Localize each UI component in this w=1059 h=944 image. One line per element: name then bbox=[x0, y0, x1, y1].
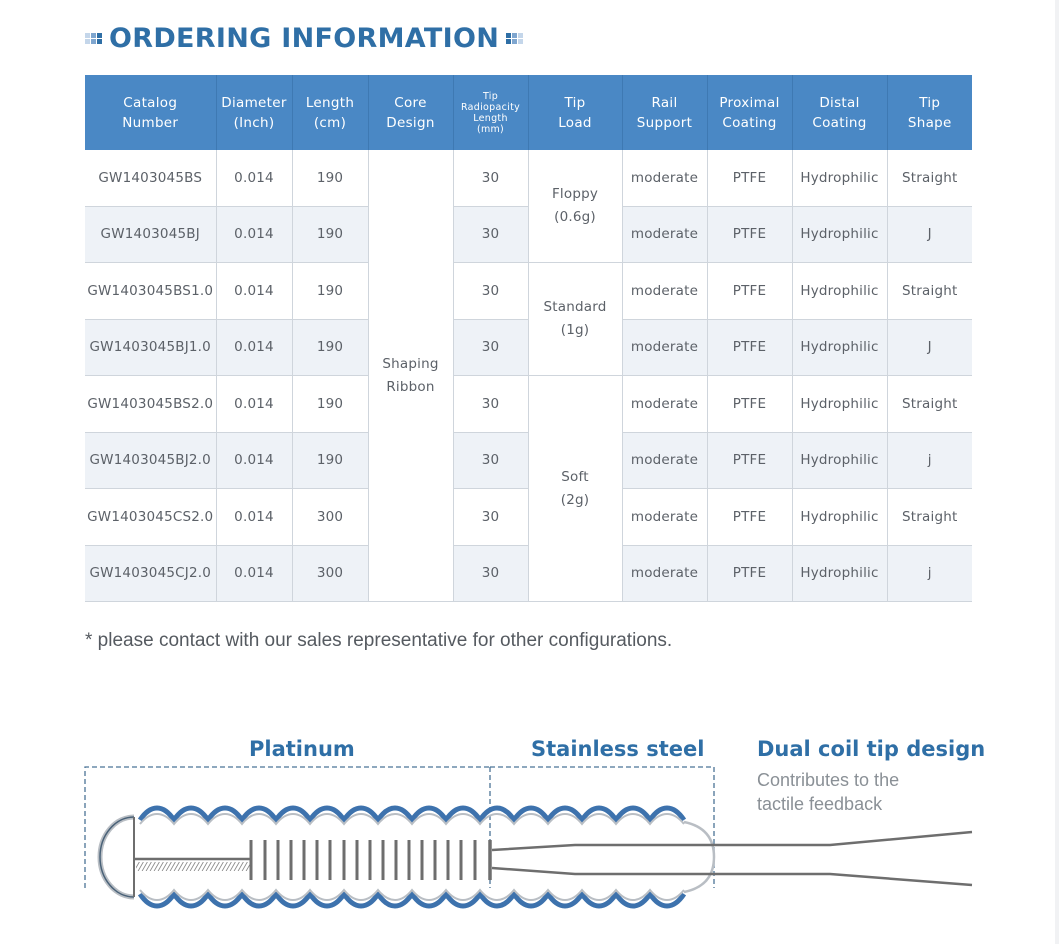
cell-proximal-coating: PTFE bbox=[707, 263, 792, 320]
cell-diameter: 0.014 bbox=[216, 376, 292, 433]
cell-radiopacity: 30 bbox=[453, 489, 528, 546]
cell-tip-shape: Straight bbox=[887, 376, 972, 433]
col-header-distal-coating: Distal Coating bbox=[792, 75, 887, 150]
cell-catalog: GW1403045BJ bbox=[85, 206, 216, 263]
cell-proximal-coating: PTFE bbox=[707, 432, 792, 489]
cell-distal-coating: Hydrophilic bbox=[792, 319, 887, 376]
cell-tip-shape: Straight bbox=[887, 150, 972, 206]
cell-tip-load: Standard (1g) bbox=[528, 263, 622, 376]
cell-distal-coating: Hydrophilic bbox=[792, 489, 887, 546]
page-title: ORDERING INFORMATION bbox=[109, 22, 500, 54]
feature-title: Dual coil tip design bbox=[757, 737, 986, 761]
footnote: * please contact with our sales representative for other configurations. bbox=[85, 630, 673, 651]
cell-catalog: GW1403045BS bbox=[85, 150, 216, 206]
cell-proximal-coating: PTFE bbox=[707, 545, 792, 602]
cell-radiopacity: 30 bbox=[453, 319, 528, 376]
col-header-catalog: Catalog Number bbox=[85, 75, 216, 150]
cell-catalog: GW1403045CJ2.0 bbox=[85, 545, 216, 602]
cell-tip-load: Soft (2g) bbox=[528, 376, 622, 602]
cell-distal-coating: Hydrophilic bbox=[792, 376, 887, 433]
cell-radiopacity: 30 bbox=[453, 206, 528, 263]
cell-radiopacity: 30 bbox=[453, 545, 528, 602]
cell-radiopacity: 30 bbox=[453, 432, 528, 489]
cell-rail-support: moderate bbox=[622, 376, 707, 433]
cell-rail-support: moderate bbox=[622, 545, 707, 602]
feature-description: Contributes to the tactile feedback bbox=[757, 770, 900, 814]
col-header-tip-shape: Tip Shape bbox=[887, 75, 972, 150]
cell-tip-shape: j bbox=[887, 545, 972, 602]
cell-radiopacity: 30 bbox=[453, 150, 528, 206]
col-header-tip-load: Tip Load bbox=[528, 75, 622, 150]
cell-diameter: 0.014 bbox=[216, 319, 292, 376]
cell-length: 300 bbox=[292, 545, 368, 602]
cell-rail-support: moderate bbox=[622, 432, 707, 489]
cell-proximal-coating: PTFE bbox=[707, 489, 792, 546]
cell-proximal-coating: PTFE bbox=[707, 206, 792, 263]
cell-core-design: Shaping Ribbon bbox=[368, 150, 453, 602]
col-header-rail-support: Rail Support bbox=[622, 75, 707, 150]
cell-tip-load: Floppy (0.6g) bbox=[528, 150, 622, 263]
cell-radiopacity: 30 bbox=[453, 376, 528, 433]
col-header-diameter: Diameter (Inch) bbox=[216, 75, 292, 150]
cell-rail-support: moderate bbox=[622, 319, 707, 376]
cell-rail-support: moderate bbox=[622, 489, 707, 546]
cell-length: 300 bbox=[292, 489, 368, 546]
platinum-label: Platinum bbox=[249, 737, 355, 761]
cell-catalog: GW1403045BJ2.0 bbox=[85, 432, 216, 489]
stainless-steel-label: Stainless steel bbox=[531, 737, 705, 761]
cell-tip-shape: Straight bbox=[887, 489, 972, 546]
cell-tip-shape: J bbox=[887, 319, 972, 376]
cell-distal-coating: Hydrophilic bbox=[792, 150, 887, 206]
cell-catalog: GW1403045BS2.0 bbox=[85, 376, 216, 433]
cell-diameter: 0.014 bbox=[216, 432, 292, 489]
cell-tip-shape: J bbox=[887, 206, 972, 263]
cell-diameter: 0.014 bbox=[216, 489, 292, 546]
cell-diameter: 0.014 bbox=[216, 206, 292, 263]
cell-tip-shape: j bbox=[887, 432, 972, 489]
cell-proximal-coating: PTFE bbox=[707, 150, 792, 206]
cell-radiopacity: 30 bbox=[453, 263, 528, 320]
cell-catalog: GW1403045CS2.0 bbox=[85, 489, 216, 546]
cell-length: 190 bbox=[292, 319, 368, 376]
cell-proximal-coating: PTFE bbox=[707, 376, 792, 433]
cell-length: 190 bbox=[292, 432, 368, 489]
cell-length: 190 bbox=[292, 150, 368, 206]
cell-catalog: GW1403045BS1.0 bbox=[85, 263, 216, 320]
col-header-tip-radiopacity: Tip Radiopacity Length (mm) bbox=[453, 75, 528, 150]
cell-distal-coating: Hydrophilic bbox=[792, 545, 887, 602]
cell-rail-support: moderate bbox=[622, 263, 707, 320]
cell-proximal-coating: PTFE bbox=[707, 319, 792, 376]
cell-length: 190 bbox=[292, 206, 368, 263]
cell-rail-support: moderate bbox=[622, 206, 707, 263]
cell-length: 190 bbox=[292, 263, 368, 320]
cell-length: 190 bbox=[292, 376, 368, 433]
cell-distal-coating: Hydrophilic bbox=[792, 432, 887, 489]
cell-diameter: 0.014 bbox=[216, 545, 292, 602]
cell-distal-coating: Hydrophilic bbox=[792, 263, 887, 320]
col-header-core-design: Core Design bbox=[368, 75, 453, 150]
col-header-length: Length (cm) bbox=[292, 75, 368, 150]
cell-tip-shape: Straight bbox=[887, 263, 972, 320]
cell-diameter: 0.014 bbox=[216, 150, 292, 206]
cell-catalog: GW1403045BJ1.0 bbox=[85, 319, 216, 376]
cell-distal-coating: Hydrophilic bbox=[792, 206, 887, 263]
cell-rail-support: moderate bbox=[622, 150, 707, 206]
cell-diameter: 0.014 bbox=[216, 263, 292, 320]
col-header-proximal-coating: Proximal Coating bbox=[707, 75, 792, 150]
